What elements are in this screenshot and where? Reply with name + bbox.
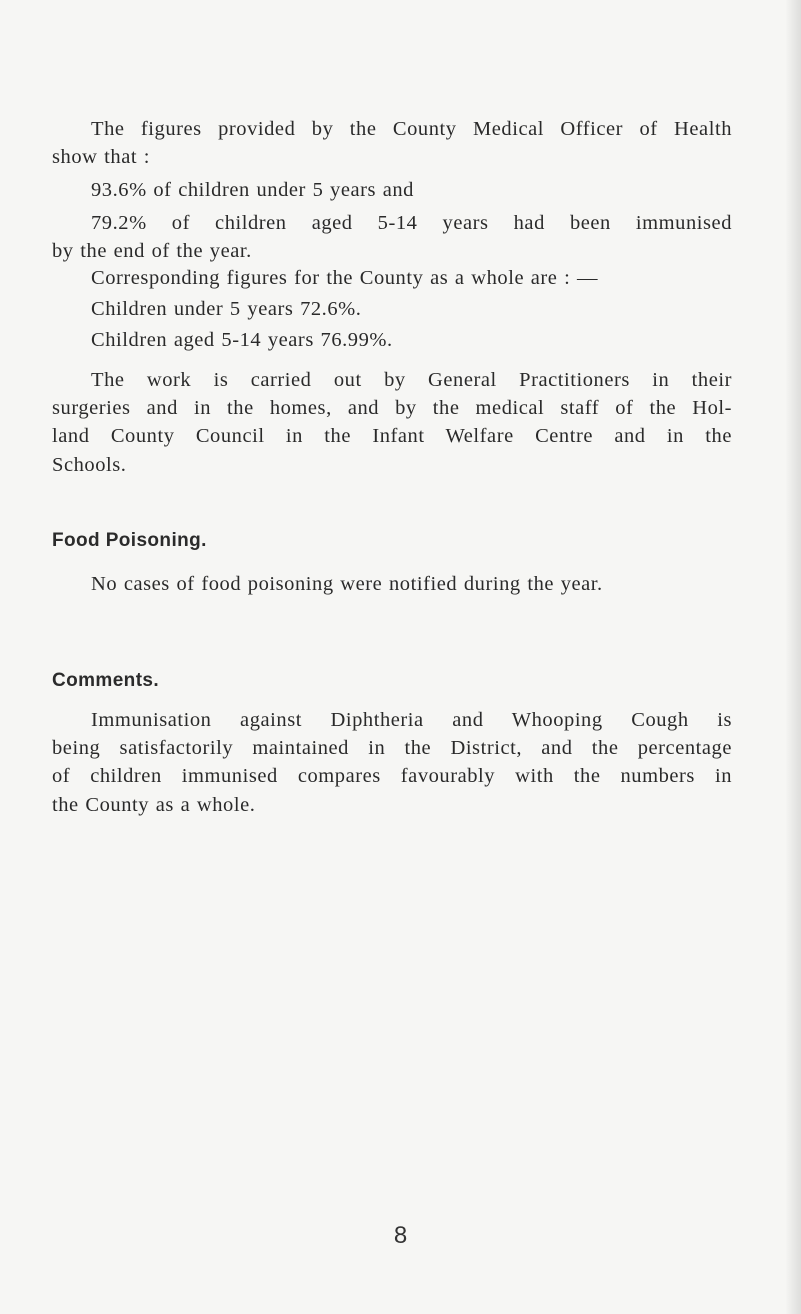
work-line-3: land County Council in the Infant Welfare Centre and in the (52, 425, 732, 448)
work-paragraph (52, 366, 732, 479)
comments-line-4: the County as a whole. (52, 793, 256, 816)
comments-heading: Comments. (52, 670, 160, 691)
food-poisoning-heading: Food Poisoning. (52, 530, 207, 551)
county-intro: Corresponding figures for the County as a whole are : — (91, 267, 599, 289)
comments-line-2: being satisfactorily maintained in the District, and the percentage (52, 737, 732, 760)
aged-percentage-line: 79.2% of children aged 5-14 years had been immunised (91, 211, 732, 234)
comments-paragraph (52, 706, 732, 819)
work-line-4: Schools. (52, 453, 127, 476)
county-figures-section (52, 264, 732, 355)
under5-percentage-line: 93.6% of children under 5 years and (91, 179, 414, 202)
page-edge-shadow (785, 0, 801, 1314)
food-poisoning-text: No cases of food poisoning were notified during the year. (91, 573, 603, 595)
work-line-2: surgeries and in the homes, and by the medical staff of the Hol- (52, 397, 732, 420)
intro-line-2: show that : (52, 146, 151, 169)
county-aged: Children aged 5-14 years 76.99%. (91, 329, 393, 352)
immunisation-section (52, 115, 732, 265)
comments-line-3: of children immunised compares favourably with the numbers in (52, 765, 732, 788)
intro-line-1: The figures provided by the County Medical Officer of Health (91, 118, 732, 140)
aged-percentage-line-cont: by the end of the year. (52, 239, 252, 262)
comments-line-1: Immunisation against Diphtheria and Whooping Cough is (91, 709, 732, 731)
food-poisoning-section (52, 570, 732, 598)
county-under5: Children under 5 years 72.6%. (91, 298, 362, 321)
work-line-1: The work is carried out by General Practitioners in their (91, 369, 732, 391)
page-number: 8 (393, 1222, 408, 1249)
